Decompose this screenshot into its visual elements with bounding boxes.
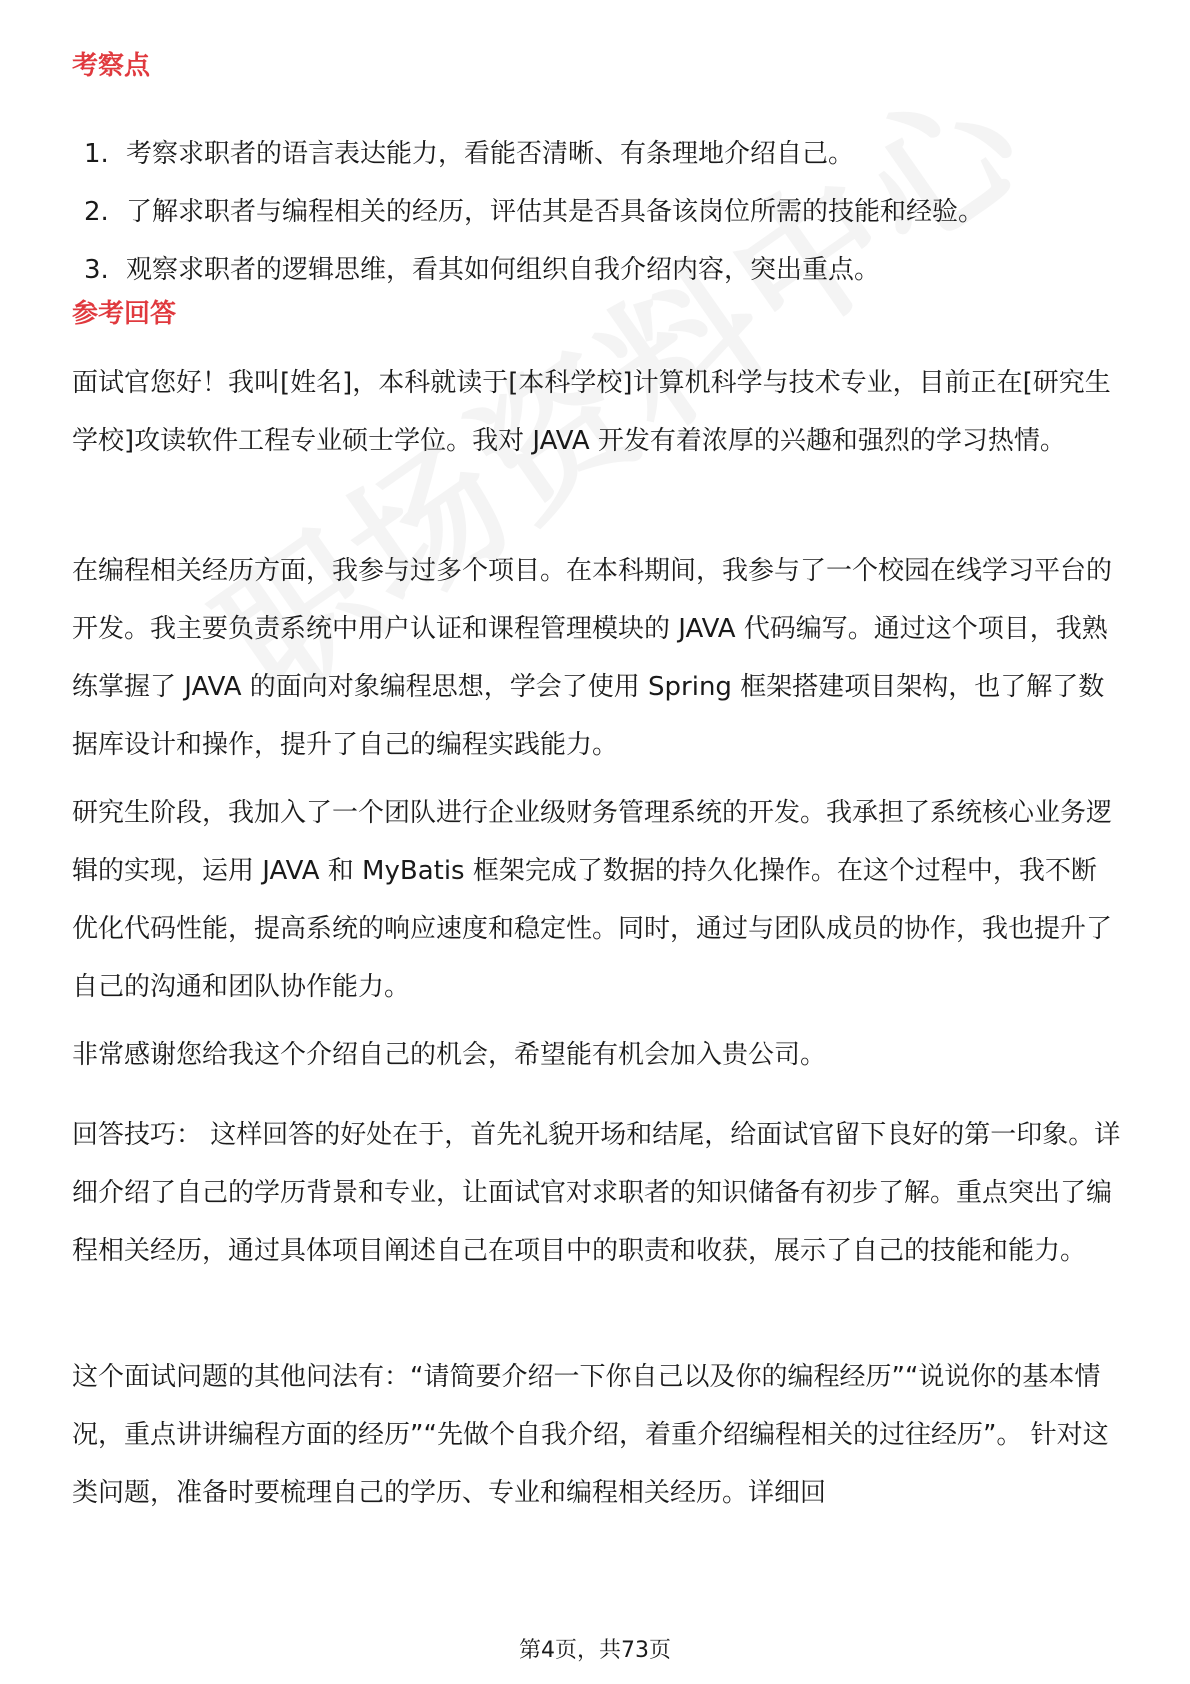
- exam-points-heading: 考察点: [72, 51, 151, 81]
- page-number-footer: 第4页，共73页: [519, 1638, 671, 1663]
- answer-paragraph-graduate: 研究生阶段，我加入了一个团队进行企业级财务管理系统的开发。我承担了系统核心业务逻辑的实现，运用 JAVA 和 MyBatis 框架完成了数据的持久化操作。在这个过程中，我不断优化代码性能，提高系统的响应速度和稳定性。同时，通过与团队成员的协作，我也提升了自己的沟通和团队协作能力。: [72, 798, 1113, 1002]
- list-item: 3. 观察求职者的逻辑思维，看其如何组织自我介绍内容，突出重点。: [84, 255, 881, 285]
- list-item: 1. 考察求职者的语言表达能力，看能否清晰、有条理地介绍自己。: [84, 139, 855, 169]
- alternate-questions-paragraph: 这个面试问题的其他问法有：“请简要介绍一下你自己以及你的编程经历”“说说你的基本情况，重点讲讲编程方面的经历”“先做个自我介绍，着重介绍编程相关的过往经历”。 针对这类问题，准备时要梳理自己的学历、专业和编程相关经历。详细回: [72, 1362, 1109, 1508]
- answer-tips-paragraph: 回答技巧： 这样回答的好处在于，首先礼貌开场和结尾，给面试官留下良好的第一印象。详细介绍了自己的学历背景和专业，让面试官对求职者的知识储备有初步了解。重点突出了编程相关经历，通过具体项目阐述自己在项目中的职责和收获，展示了自己的技能和能力。: [72, 1120, 1121, 1266]
- answer-paragraph-thanks: 非常感谢您给我这个介绍自己的机会，希望能有机会加入贵公司。: [72, 1040, 827, 1070]
- answer-paragraph-undergrad: 在编程相关经历方面，我参与过多个项目。在本科期间，我参与了一个校园在线学习平台的开发。我主要负责系统中用户认证和课程管理模块的 JAVA 代码编写。通过这个项目，我熟练掌握了 JAVA 的面向对象编程思想，学会了使用 Spring 框架搭建项目架构，也了解了数据库设计和操作，提升了自己的编程实践能力。: [72, 556, 1113, 760]
- answer-paragraph-intro: 面试官您好！我叫[姓名]，本科就读于[本科学校]计算机科学与技术专业，目前正在[研究生学校]攻读软件工程专业硕士学位。我对 JAVA 开发有着浓厚的兴趣和强烈的学习热情。: [72, 368, 1111, 456]
- exam-points-list: [84, 125, 984, 299]
- list-item: 2. 了解求职者与编程相关的经历，评估其是否具备该岗位所需的技能和经验。: [84, 197, 985, 227]
- reference-answer-heading: 参考回答: [72, 299, 177, 329]
